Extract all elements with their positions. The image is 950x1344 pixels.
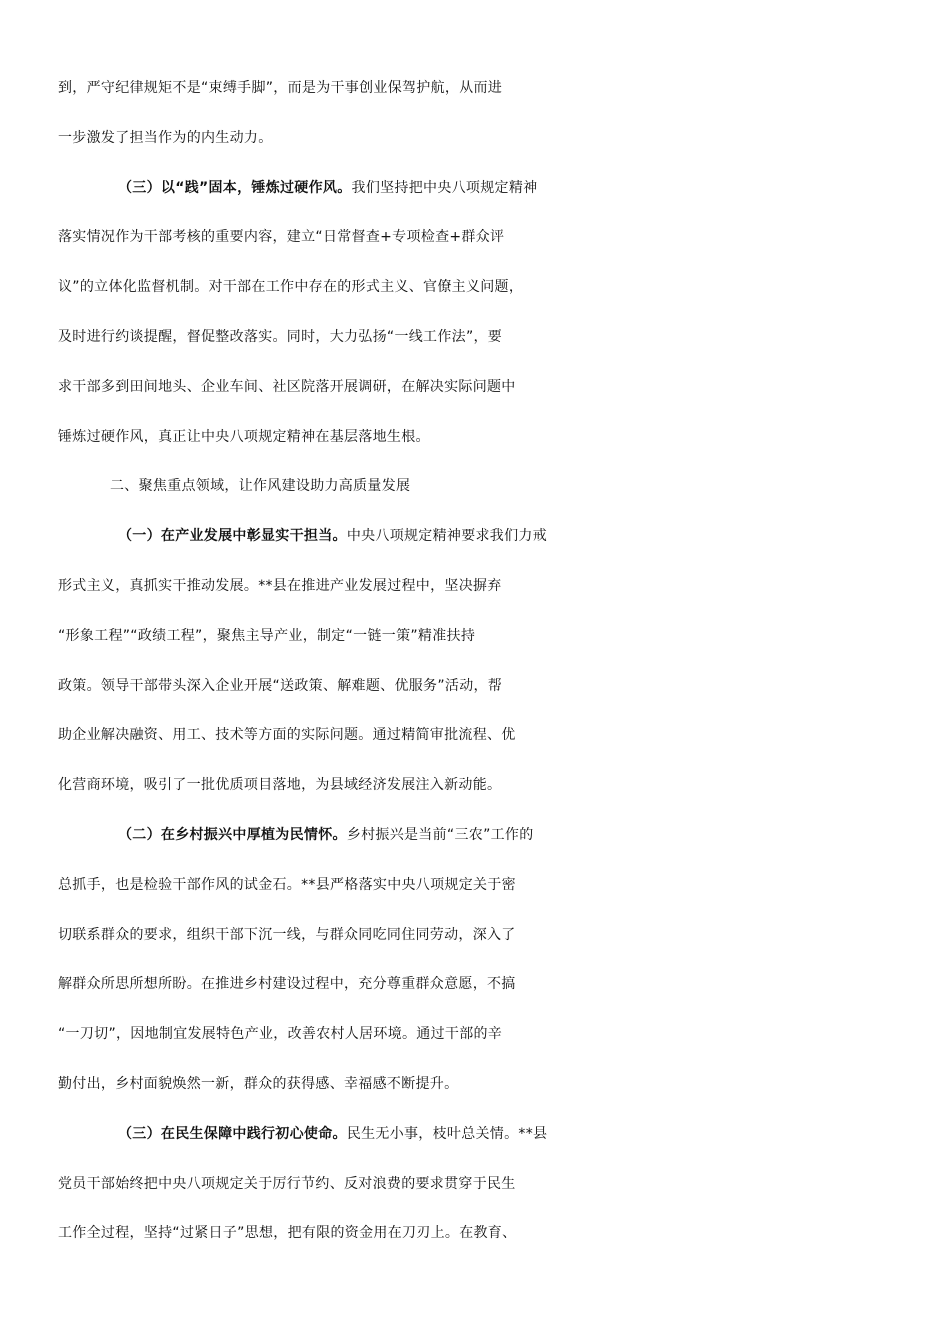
text-line: “一刀切”，因地制宜发展特色产业，改善农村人居环境。通过干部的辛 (58, 1026, 503, 1043)
text-line: 总抓手，也是检验干部作风的试金石。**县严格落实中央八项规定关于密 (58, 876, 516, 893)
text-line: 形式主义，真抓实干推动发展。**县在推进产业发展过程中，坚决摒弃 (58, 577, 502, 594)
text-line: 政策。领导干部带头深入企业开展“送政策、解难题、优服务”活动，帮 (58, 677, 503, 694)
paragraph-3 (58, 512, 898, 811)
paragraph-lead-heading: （一）在产业发展中彰显实干担当。 (118, 528, 347, 545)
text-line: 落实情况作为干部考核的重要内容，建立“日常督查+专项检查+群众评 (58, 229, 505, 246)
text-line (58, 1110, 898, 1160)
text-line (58, 164, 898, 214)
paragraph-text: 乡村振兴是当前“三农”工作的 (346, 826, 534, 843)
text-line: 锤炼过硬作风，真正让中央八项规定精神在基层落地生根。 (58, 428, 430, 445)
paragraph-text: 我们坚持把中央八项规定精神 (351, 179, 538, 196)
text-line: 议”的立体化监督机制。对干部在工作中存在的形式主义、官僚主义问题， (58, 279, 524, 296)
paragraph-lead-heading: （二）在乡村振兴中厚植为民情怀。 (118, 826, 347, 843)
text-line: 到，严守纪律规矩不是“束缚手脚”，而是为干事创业保驾护航，从而进 (58, 80, 503, 96)
text-line: 及时进行约谈提醒，督促整改落实。同时，大力弘扬“一线工作法”，要 (58, 328, 503, 345)
text-line: 助企业解决融资、用工、技术等方面的实际问题。通过精简审批流程、优 (58, 727, 516, 744)
text-line: 勤付出，乡村面貌焕然一新，群众的获得感、幸福感不断提升。 (58, 1075, 459, 1092)
text-line: 一步激发了担当作为的内生动力。 (58, 129, 273, 146)
paragraph-4 (58, 811, 898, 1110)
paragraph-lead-heading: （三）在民生保障中践行初心使命。 (118, 1125, 347, 1142)
paragraph-lead-heading: （三）以“践”固本，锤炼过硬作风。 (118, 179, 352, 196)
section-heading: 二、聚焦重点领域，让作风建设助力高质量发展 (110, 478, 411, 495)
text-line: 切联系群众的要求，组织干部下沉一线，与群众同吃同住同劳动，深入了 (58, 926, 516, 943)
text-line: 解群众所思所想所盼。在推进乡村建设过程中，充分尊重群众意愿，不搞 (58, 976, 516, 993)
paragraph-text: 中央八项规定精神要求我们力戒 (346, 528, 548, 545)
text-line: 化营商环境，吸引了一批优质项目落地，为县域经济发展注入新动能。 (58, 777, 502, 794)
paragraph-1 (58, 64, 898, 164)
text-line: 求干部多到田间地头、企业车间、社区院落开展调研，在解决实际问题中 (58, 378, 516, 395)
text-line: “形象工程”“政绩工程”，聚焦主导产业，制定“一链一策”精准扶持 (58, 627, 476, 644)
text-line: 工作全过程，坚持“过紧日子”思想，把有限的资金用在刀刃上。在教育、 (58, 1225, 517, 1242)
text-line (58, 512, 898, 562)
paragraph-2 (58, 164, 898, 463)
paragraph-5 (58, 1110, 898, 1259)
text-line (58, 811, 898, 861)
paragraph-text: 民生无小事，枝叶总关情。**县 (346, 1125, 548, 1142)
text-line: 党员干部始终把中央八项规定关于厉行节约、反对浪费的要求贯穿于民生 (58, 1175, 516, 1192)
document-page (58, 64, 898, 1259)
